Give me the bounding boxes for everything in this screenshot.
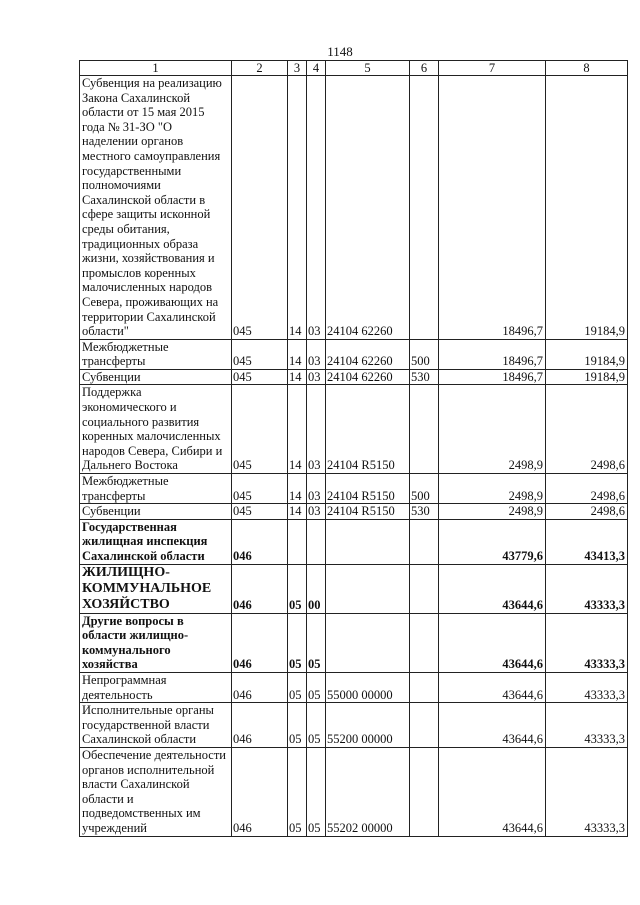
- target-article-code: 24104 R5150: [326, 474, 410, 504]
- subsection-code: 05: [307, 703, 326, 748]
- expense-type-code: 530: [410, 504, 439, 520]
- row-name: Исполнительные органы государственной власти Сахалинской области: [80, 703, 232, 748]
- target-article-code: 24104 62260: [326, 339, 410, 369]
- target-article-code: [326, 613, 410, 672]
- target-article-code: 55000 00000: [326, 672, 410, 702]
- amount-year-2: 2498,6: [546, 385, 628, 474]
- row-name: Субвенция на реализацию Закона Сахалинской области от 15 мая 2015 года № 31-ЗО "О наделении органов местного самоуправления государственными полномочиями Сахалинской области в сфере защиты исконной среды обитания, традиционных образа жизни, хозяйствования и промыслов коренных малочисленных народов Севера, проживающих на территории Сахалинской области": [80, 76, 232, 340]
- row-name: Непрограммная деятельность: [80, 672, 232, 702]
- table-row: [80, 703, 628, 748]
- amount-year-2: 19184,9: [546, 369, 628, 385]
- header-col-7: 7: [439, 61, 546, 76]
- amount-year-2: 43333,3: [546, 672, 628, 702]
- subsection-code: 03: [307, 339, 326, 369]
- ved-code: 046: [232, 747, 288, 836]
- expense-type-code: [410, 672, 439, 702]
- row-name: ЖИЛИЩНО-КОММУНАЛЬНОЕ ХОЗЯЙСТВО: [80, 564, 232, 613]
- row-name: Государственная жилищная инспекция Сахалинской области: [80, 519, 232, 564]
- target-article-code: 24104 R5150: [326, 385, 410, 474]
- amount-year-2: 2498,6: [546, 504, 628, 520]
- budget-table: [79, 60, 628, 837]
- expense-type-code: 500: [410, 339, 439, 369]
- ved-code: 045: [232, 76, 288, 340]
- section-code: 14: [288, 504, 307, 520]
- table-row: [80, 504, 628, 520]
- header-col-5: 5: [326, 61, 410, 76]
- row-name: Поддержка экономического и социального развития коренных малочисленных народов Севера, Сибири и Дальнего Востока: [80, 385, 232, 474]
- subsection-code: 05: [307, 747, 326, 836]
- section-code: 05: [288, 703, 307, 748]
- amount-year-1: 2498,9: [439, 504, 546, 520]
- ved-code: 045: [232, 474, 288, 504]
- ved-code: 046: [232, 613, 288, 672]
- ved-code: 046: [232, 564, 288, 613]
- section-code: 14: [288, 369, 307, 385]
- subsection-code: 00: [307, 564, 326, 613]
- section-code: 05: [288, 672, 307, 702]
- row-name: Другие вопросы в области жилищно-коммунального хозяйства: [80, 613, 232, 672]
- target-article-code: 55202 00000: [326, 747, 410, 836]
- amount-year-1: 2498,9: [439, 474, 546, 504]
- header-col-3: 3: [288, 61, 307, 76]
- amount-year-2: 43333,3: [546, 703, 628, 748]
- subsection-code: 03: [307, 369, 326, 385]
- table-row: [80, 369, 628, 385]
- target-article-code: 24104 62260: [326, 369, 410, 385]
- expense-type-code: 530: [410, 369, 439, 385]
- amount-year-1: 43644,6: [439, 747, 546, 836]
- target-article-code: [326, 564, 410, 613]
- section-code: 14: [288, 339, 307, 369]
- row-name: Субвенции: [80, 369, 232, 385]
- table-row: [80, 76, 628, 340]
- section-code: [288, 519, 307, 564]
- header-col-2: 2: [232, 61, 288, 76]
- subsection-code: 03: [307, 76, 326, 340]
- table-row: [80, 519, 628, 564]
- expense-type-code: [410, 703, 439, 748]
- header-col-6: 6: [410, 61, 439, 76]
- table-row: [80, 385, 628, 474]
- section-code: 05: [288, 613, 307, 672]
- expense-type-code: [410, 613, 439, 672]
- subsection-code: 03: [307, 385, 326, 474]
- header-col-1: 1: [80, 61, 232, 76]
- expense-type-code: 500: [410, 474, 439, 504]
- section-code: 14: [288, 385, 307, 474]
- row-name: Межбюджетные трансферты: [80, 474, 232, 504]
- amount-year-1: 43644,6: [439, 613, 546, 672]
- section-code: 14: [288, 76, 307, 340]
- header-row: [80, 61, 628, 76]
- subsection-code: [307, 519, 326, 564]
- section-code: 05: [288, 564, 307, 613]
- target-article-code: 55200 00000: [326, 703, 410, 748]
- section-code: 05: [288, 747, 307, 836]
- ved-code: 046: [232, 703, 288, 748]
- row-name: Субвенции: [80, 504, 232, 520]
- amount-year-2: 43333,3: [546, 747, 628, 836]
- amount-year-2: 43413,3: [546, 519, 628, 564]
- expense-type-code: [410, 385, 439, 474]
- amount-year-1: 18496,7: [439, 76, 546, 340]
- table-row: [80, 474, 628, 504]
- expense-type-code: [410, 76, 439, 340]
- amount-year-2: 2498,6: [546, 474, 628, 504]
- amount-year-2: 43333,3: [546, 613, 628, 672]
- table-row: [80, 613, 628, 672]
- ved-code: 046: [232, 672, 288, 702]
- table-row: [80, 672, 628, 702]
- amount-year-2: 19184,9: [546, 76, 628, 340]
- expense-type-code: [410, 564, 439, 613]
- section-code: 14: [288, 474, 307, 504]
- expense-type-code: [410, 747, 439, 836]
- amount-year-1: 43644,6: [439, 703, 546, 748]
- target-article-code: 24104 62260: [326, 76, 410, 340]
- ved-code: 046: [232, 519, 288, 564]
- table-row: [80, 339, 628, 369]
- row-name: Обеспечение деятельности органов исполнительной власти Сахалинской области и подведомственных им учреждений: [80, 747, 232, 836]
- ved-code: 045: [232, 339, 288, 369]
- amount-year-1: 18496,7: [439, 369, 546, 385]
- target-article-code: 24104 R5150: [326, 504, 410, 520]
- amount-year-1: 43644,6: [439, 672, 546, 702]
- ved-code: 045: [232, 369, 288, 385]
- amount-year-1: 43779,6: [439, 519, 546, 564]
- amount-year-1: 18496,7: [439, 339, 546, 369]
- target-article-code: [326, 519, 410, 564]
- ved-code: 045: [232, 385, 288, 474]
- amount-year-2: 19184,9: [546, 339, 628, 369]
- subsection-code: 05: [307, 613, 326, 672]
- amount-year-1: 43644,6: [439, 564, 546, 613]
- ved-code: 045: [232, 504, 288, 520]
- subsection-code: 05: [307, 672, 326, 702]
- subsection-code: 03: [307, 474, 326, 504]
- amount-year-1: 2498,9: [439, 385, 546, 474]
- amount-year-2: 43333,3: [546, 564, 628, 613]
- table-row: [80, 747, 628, 836]
- row-name: Межбюджетные трансферты: [80, 339, 232, 369]
- page-number: 1148: [327, 44, 353, 59]
- subsection-code: 03: [307, 504, 326, 520]
- table-row: [80, 564, 628, 613]
- expense-type-code: [410, 519, 439, 564]
- header-col-8: 8: [546, 61, 628, 76]
- header-col-4: 4: [307, 61, 326, 76]
